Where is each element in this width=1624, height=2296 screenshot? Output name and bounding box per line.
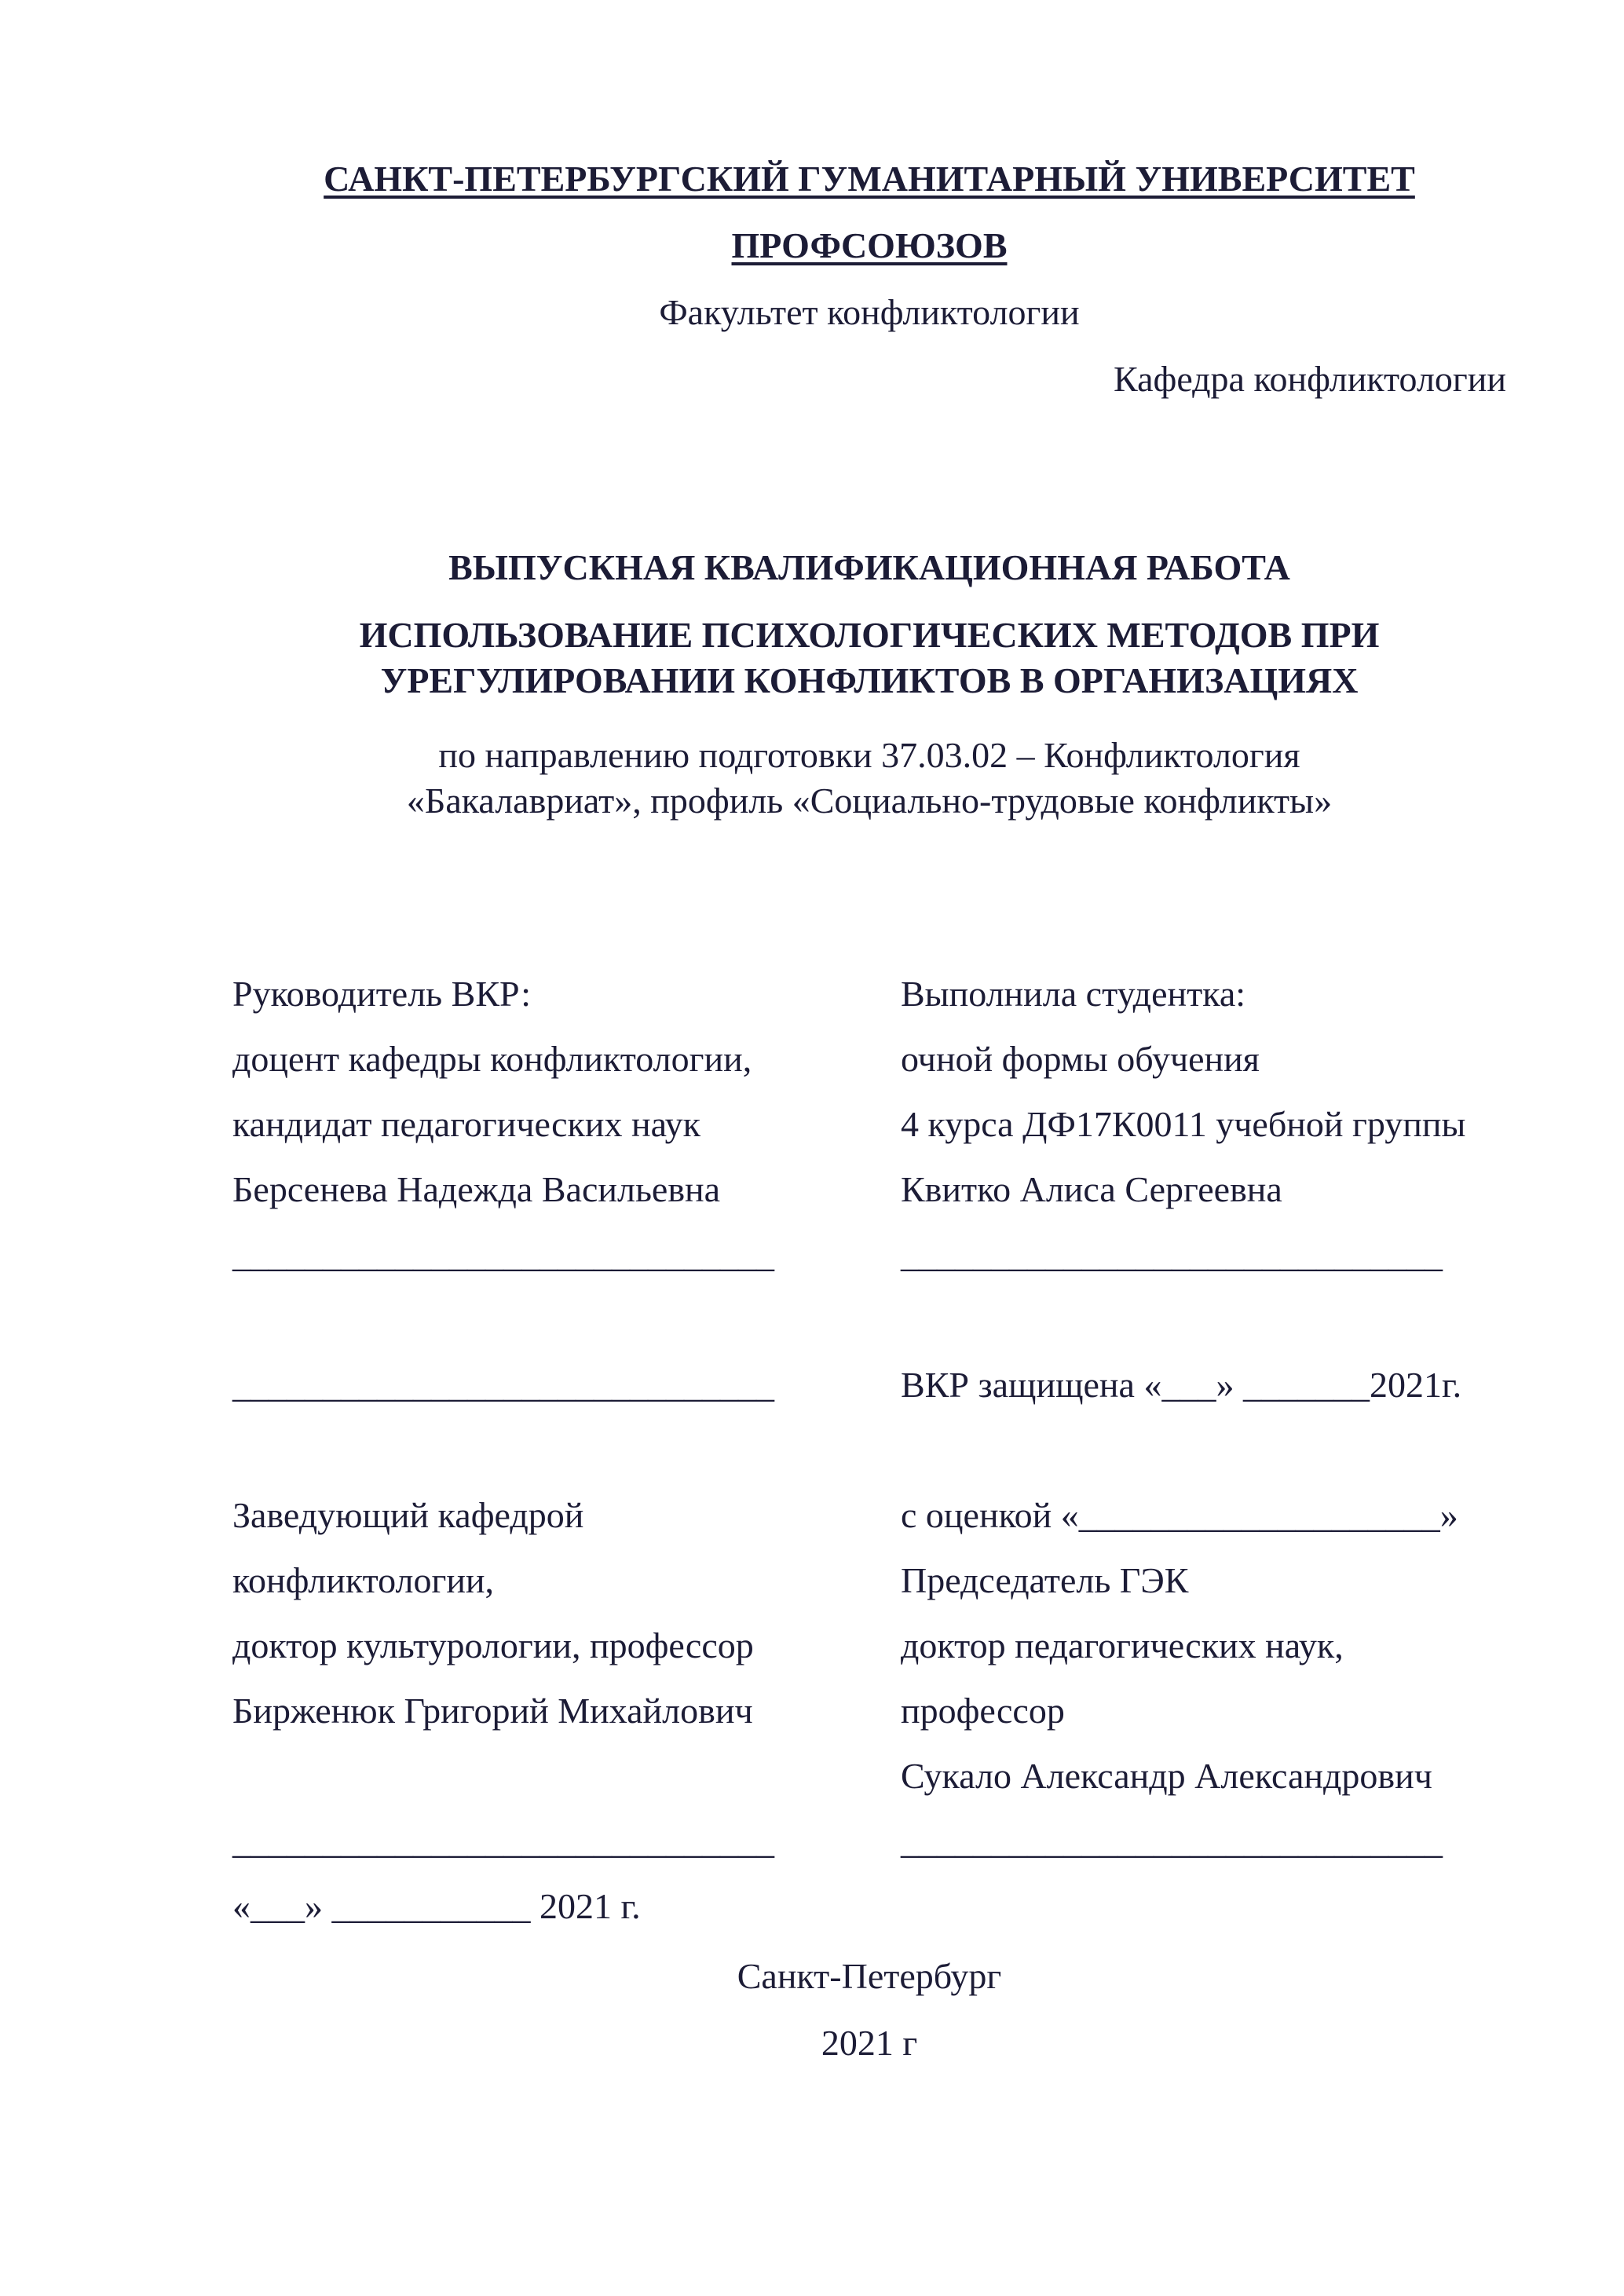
gek-chair-label: Председатель ГЭК: [901, 1560, 1189, 1600]
student-group: 4 курса ДФ17К0011 учебной группы: [901, 1104, 1466, 1144]
blank-row: [901, 1874, 1506, 1939]
supervisor-position-line2: кандидат педагогических наук: [232, 1104, 701, 1144]
blank-row: [232, 1417, 901, 1483]
defense-date-line: ВКР защищена «___» _______2021г.: [901, 1365, 1462, 1405]
supervisor-signature-line: ______________________________: [232, 1234, 774, 1274]
signature-line: ______________________________: [232, 1365, 774, 1405]
supervisor-name: Берсенева Надежда Васильевна: [232, 1169, 721, 1209]
gek-chair-name: Сукало Александр Александрович: [901, 1756, 1432, 1796]
program-info: [232, 733, 1506, 824]
gek-chair-signature-line: ______________________________: [901, 1821, 1443, 1861]
program-line2: «Бакалавриат», профиль «Социально-трудовые конфликты»: [406, 781, 1333, 821]
grade-line: с оценкой «____________________»: [901, 1495, 1458, 1535]
university-name-line1: САНКТ-ПЕТЕРБУРГСКИЙ ГУМАНИТАРНЫЙ УНИВЕРСИТЕТ: [324, 159, 1415, 199]
faculty-name: Факультет конфликтологии: [659, 292, 1080, 332]
blank-row: [232, 1287, 901, 1352]
signature-section: [232, 961, 1506, 1939]
university-name-line2: ПРОФСОЮЗОВ: [731, 225, 1008, 265]
blank-row: [901, 1417, 1506, 1483]
supervisor-label: Руководитель ВКР:: [232, 974, 532, 1014]
head-of-department-name: Бирженюк Григорий Михайлович: [232, 1691, 753, 1731]
student-label: Выполнила студентка:: [901, 974, 1246, 1014]
thesis-title: ИСПОЛЬЗОВАНИЕ ПСИХОЛОГИЧЕСКИХ МЕТОДОВ ПРИ УРЕГУЛИРОВАНИИ КОНФЛИКТОВ В ОРГАНИЗАЦИЯХ: [359, 615, 1380, 700]
blank-row: [232, 1743, 901, 1808]
gek-chair-degree: доктор педагогических наук,: [901, 1625, 1344, 1665]
department-name: Кафедра конфликтологии: [1114, 359, 1506, 399]
head-of-department-label: Заведующий кафедрой: [232, 1495, 584, 1535]
program-line1: по направлению подготовки 37.03.02 – Конфликтология: [438, 735, 1300, 775]
student-signature-line: ______________________________: [901, 1234, 1443, 1274]
head-signature-line: ______________________________: [232, 1821, 774, 1861]
date-blank-line: «___» ___________ 2021 г.: [232, 1886, 641, 1926]
head-of-department-position: доктор культурологии, профессор: [232, 1625, 754, 1665]
blank-row: [901, 1287, 1506, 1352]
student-study-form: очной формы обучения: [901, 1039, 1260, 1079]
supervisor-position-line1: доцент кафедры конфликтологии,: [232, 1039, 752, 1079]
city: Санкт-Петербург: [737, 1956, 1002, 1996]
gek-chair-title: профессор: [901, 1691, 1065, 1731]
head-of-department-dept: конфликтологии,: [232, 1560, 495, 1600]
year: 2021 г: [821, 2023, 918, 2063]
student-name: Квитко Алиса Сергеевна: [901, 1169, 1282, 1209]
work-type-heading: ВЫПУСКНАЯ КВАЛИФИКАЦИОННАЯ РАБОТА: [448, 547, 1290, 587]
